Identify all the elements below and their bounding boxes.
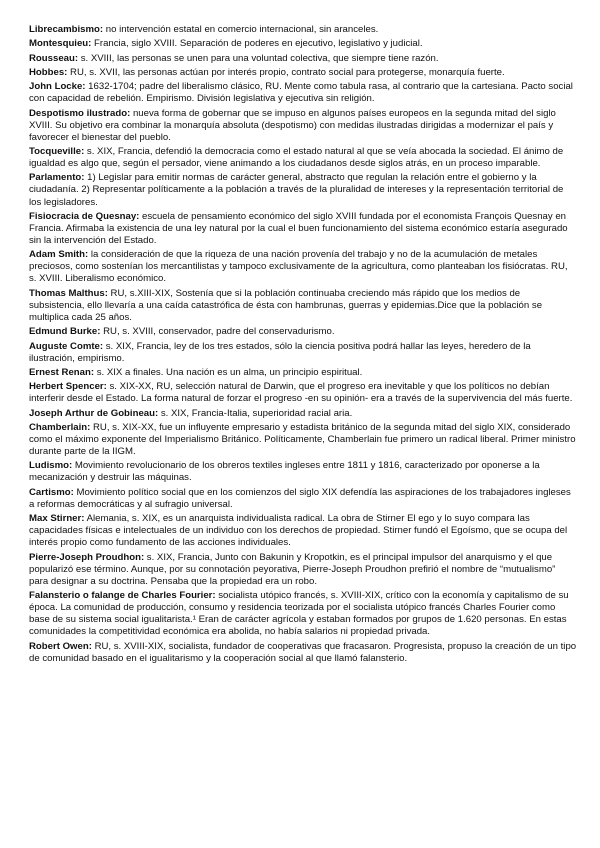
definition: la consideración de que la riqueza de una nación provenía del trabajo y no de la acumulación de metales preciosos, como sostenían los mercantilistas y tampoco exclusivamente de la agricultura, como planteaban los fisiócratas. RU, s. XVIII. Liberalismo económico. (29, 249, 568, 285)
definition: RU, s.XIII-XIX, Sostenía que si la población continuaba creciendo más rápido que los medios de subsistencia, ello llevaría a una caída catastrófica de ésta con hambrunas, guerras y epidemias.Dice que la población se multiplica cada 25 años. (29, 287, 543, 323)
entry-auguste-comte (29, 341, 577, 365)
term: Montesquieu: (29, 38, 92, 50)
entry-rousseau (29, 53, 577, 65)
definition: Movimiento político social que en los comienzos del siglo XIX defendía las aspiraciones de los trabajadores ingleses a reformas democráticas y al sufragio universal. (29, 486, 571, 510)
entry-john-locke (29, 81, 577, 105)
term: Robert Owen: (29, 640, 92, 652)
definition: 1632-1704; padre del liberalismo clásico, RU. Mente como tabula rasa, al contrario que la cartesiana. Pacto social con capacidad de rebelión. Empirismo. División legislativa y ejecutiva sin religión. (29, 81, 573, 105)
entry-librecambismo (29, 24, 577, 36)
term: Edmund Burke: (29, 326, 101, 338)
term: Fisiocracia de Quesnay: (29, 210, 140, 222)
definition: RU, s. XIX-XX, fue un influyente empresario y estadista británico de la segunda mitad del siglo XIX, considerado como el máximo exponente del Imperialismo Británico. Políticamente, Chamberlain fue primero un radical liberal. Primer ministro durante parte de la IIGM. (29, 421, 576, 457)
entry-fisiocracia (29, 211, 577, 247)
term: Ludismo: (29, 460, 73, 472)
term: Herbert Spencer: (29, 381, 107, 393)
entry-parlamento (29, 172, 577, 208)
term: John Locke: (29, 81, 86, 93)
document-page (29, 24, 577, 667)
definition: Movimiento revolucionario de los obreros textiles ingleses entre 1811 y 1816, caracterizado por oponerse a la mecanización y destruir las máquinas. (29, 460, 540, 484)
term: Tocqueville: (29, 145, 85, 157)
definition: nueva forma de gobernar que se impuso en algunos países europeos en la segunda mitad del siglo XVIII. Su objetivo era combinar la monarquía absoluta (despotismo) con medidas ilustradas dirigidas a modernizar el país y favorecer el bienestar del pueblo. (29, 107, 556, 143)
entry-adam-smith (29, 249, 577, 285)
term: Cartismo: (29, 486, 74, 498)
term: Auguste Comte: (29, 340, 104, 352)
entry-robert-owen (29, 641, 577, 665)
entry-tocqueville (29, 146, 577, 170)
definition: s. XIX, Francia, Junto con Bakunin y Kropotkin, es el principal impulsor del anarquismo y el que popularizó ese término. Aunque, por su connotación peyorativa, Pierre-Joseph Proudhon prefirió el nombre de “mutualismo” para designar a su doctrina. Pensaba que la propiedad era un robo. (29, 551, 556, 587)
entry-proudhon (29, 552, 577, 588)
term: Ernest Renan: (29, 366, 95, 378)
definition: s. XIX, Francia, defendió la democracia como el estado natural al que se veía abocada la sociedad. El ánimo de igualdad es algo que, según el persador, viene animando a los ciudadanos desde siglos atrás, en un proceso imparable. (29, 145, 564, 170)
term: Hobbes: (29, 66, 68, 78)
entry-cartismo (29, 487, 577, 511)
term: Parlamento: (29, 172, 85, 184)
entry-hobbes (29, 67, 577, 79)
term: Rousseau: (29, 52, 79, 64)
entry-gobineau (29, 408, 577, 420)
definition: Francia, siglo XVIII. Separación de poderes en ejecutivo, legislativo y judicial. (91, 38, 423, 50)
term: Thomas Malthus: (29, 287, 108, 299)
term: Chamberlain: (29, 421, 91, 433)
entry-falansterio (29, 590, 577, 638)
definition: s. XIX, Francia, ley de los tres estados, sólo la ciencia positiva podrá hallar las leyes, heredero de la ilustración, empirismo. (29, 340, 531, 364)
definition: Alemania, s. XIX, es un anarquista individualista radical. La obra de Stirner El ego y lo suyo compara las capacidades físicas e intelectuales de un individuo con los derechos de propiedad. Stirner fundó el Egoísmo, que se ocupa del interés propio como fundamento de las acciones individuales. (29, 513, 568, 549)
entry-max-stirner (29, 513, 577, 549)
definition: s. XIX a finales. Una nación es un alma, un principio espiritual. (94, 366, 363, 378)
term: Librecambismo: (29, 24, 104, 35)
definition: s. XIX-XX, RU, selección natural de Darwin, que el progreso era inevitable y que los políticos no debían interferir desde el Estado. La forma natural de forzar el progreso -en su opinión- era a través de la supervivencia del más fuerte. (29, 381, 573, 405)
term: Falansterio o falange de Charles Fourier: (29, 589, 216, 601)
term: Joseph Arthur de Gobineau: (29, 407, 159, 419)
entry-montesquieu (29, 38, 577, 50)
definition: s. XIX, Francia-Italia, superioridad racial aria. (158, 407, 353, 419)
entry-despotismo-ilustrado (29, 108, 577, 144)
entry-thomas-malthus (29, 288, 577, 324)
definition: 1) Legislar para emitir normas de carácter general, abstracto que regulan la relación entre el gobierno y la ciudadanía. 2) Representar políticamente a la población a través de la pluralidad de intereses y la representación territorial de los legisladores. (29, 172, 564, 208)
definition: no intervención estatal en comercio internacional, sin aranceles. (103, 24, 379, 35)
term: Pierre-Joseph Proudhon: (29, 551, 145, 563)
definition: RU, s. XVII, las personas actúan por interés propio, contrato social para protegerse, monarquía fuerte. (67, 66, 505, 78)
definition: socialista utópico francés, s. XVIII-XIX, crítico con la economía y capitalismo de su época. La comunidad de producción, consumo y residencia teorizada por el socialista utópico francés Charles Fourier como base de su sistema social igualitarista.¹ Eran de carácter agrícola y estaban formados por grupos de 1.620 personas. En estas comunidades la competitividad económica era abolida, no había salarios ni propiedad privada. (29, 589, 569, 638)
entry-ludismo (29, 460, 577, 484)
entry-chamberlain (29, 422, 577, 458)
definition: s. XVIII, las personas se unen para una voluntad colectiva, que siempre tiene razón. (78, 52, 439, 64)
definition: RU, s. XVIII, conservador, padre del conservadurismo. (100, 326, 335, 338)
term: Max Stirner: (29, 513, 85, 525)
entry-edmund-burke (29, 326, 577, 338)
definition: escuela de pensamiento económico del siglo XVIII fundada por el economista François Quesnay en Francia. Afirmaba la existencia de una ley natural por la cual el buen funcionamiento del sistema económico estaría asegurado sin la intervención del Estado. (29, 210, 568, 246)
term: Adam Smith: (29, 249, 89, 261)
term: Despotismo ilustrado: (29, 107, 131, 119)
entry-ernest-renan (29, 367, 577, 379)
definition: RU, s. XVIII-XIX, socialista, fundador de cooperativas que fracasaron. Progresista, propuso la creación de un tipo de comunidad basado en el igualitarismo y la cooperación social al que llamó falansterio. (29, 640, 577, 664)
entry-herbert-spencer (29, 381, 577, 405)
